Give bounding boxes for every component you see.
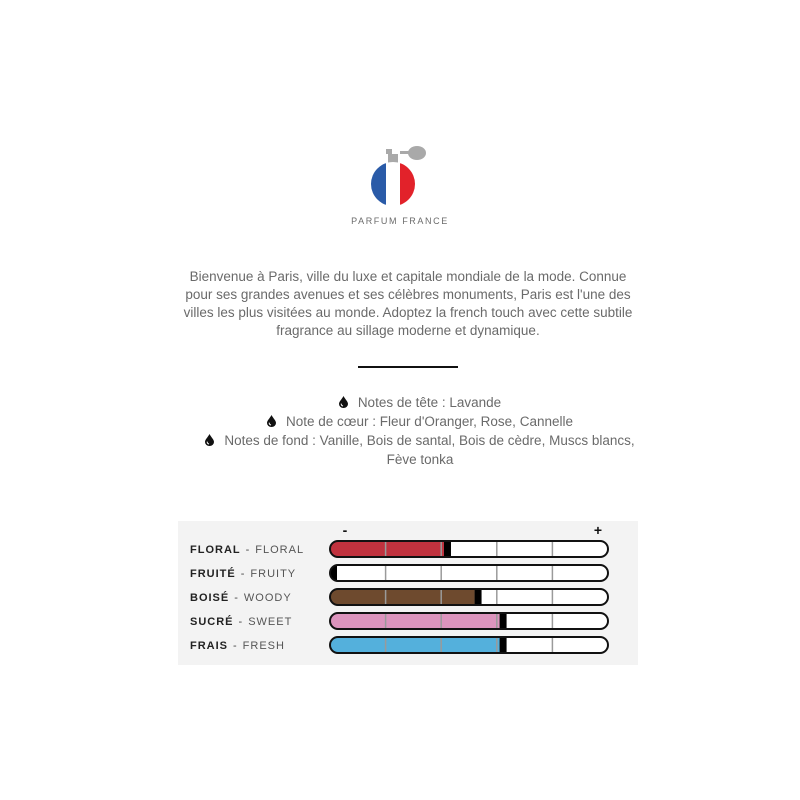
row-label-fr: FRAIS (190, 640, 228, 652)
divider (358, 366, 458, 368)
row-label (190, 640, 285, 652)
row-label-fr: FLORAL (190, 544, 241, 556)
row-label-sep: - (245, 544, 251, 556)
row-label-en: SWEET (248, 616, 293, 628)
level-marker (500, 613, 507, 629)
atomizer-tube (400, 151, 412, 154)
row-label-sep: - (240, 568, 246, 580)
drop-icon (339, 396, 348, 408)
scale-min-label: - (342, 522, 348, 538)
brand-name: PARFUM FRANCE (351, 216, 449, 226)
perfume-bottle-icon (370, 142, 430, 208)
bar-fill (330, 613, 500, 629)
row-label-fr: FRUITÉ (190, 568, 236, 580)
note-text: Notes de tête : Lavande (357, 395, 502, 410)
note-text: Note de cœur : Fleur d'Oranger, Rose, Cannelle (286, 414, 573, 429)
bar-track (330, 565, 608, 581)
row-label-en: FRESH (242, 640, 285, 652)
scale-max-label: + (593, 522, 603, 538)
row-label-sep: - (234, 592, 239, 604)
intro-paragraph: Bienvenue à Paris, ville du luxe et capitale mondiale de la mode. Connue pour ses grandes avenues et ses célèbres monuments, Paris est l'une des villes les plus visitées au monde. Adoptez la french touch avec cette subtile fragrance au sillage moderne et dynamique. (183, 269, 633, 338)
row-label-en: FLORAL (255, 544, 305, 556)
bar-fill (330, 589, 475, 605)
bar-fill (330, 637, 500, 653)
level-marker (444, 541, 451, 557)
row-label-fr: SUCRÉ (190, 616, 234, 628)
olfactory-profile-chart (178, 521, 638, 665)
level-marker (475, 589, 482, 605)
row-label-fr: BOISÉ (190, 592, 230, 604)
bottle-neck (388, 154, 398, 163)
note-heart (200, 412, 640, 431)
level-marker (500, 637, 507, 653)
row-label (190, 567, 296, 580)
drop-icon (267, 415, 276, 427)
row-label (190, 591, 292, 604)
row-label (190, 544, 304, 556)
profile-chart-svg (178, 521, 638, 665)
drop-icon (205, 434, 214, 446)
row-label-sep: - (233, 640, 238, 652)
note-text: Notes de fond : Vanille, Bois de santal, Bois de cèdre, Muscs blancs, Fève tonka (224, 433, 635, 467)
bar-fill (330, 541, 444, 557)
row-label-sep: - (238, 616, 244, 628)
note-top (200, 393, 640, 412)
fragrance-notes (200, 393, 640, 469)
row-label (190, 615, 292, 628)
atomizer-nozzle (386, 149, 392, 154)
note-base (200, 431, 640, 469)
tricolor-flag (370, 160, 416, 208)
brand-logo (0, 142, 800, 226)
row-label-en: WOODY (243, 592, 292, 604)
row-label-en: FRUITY (250, 568, 297, 580)
